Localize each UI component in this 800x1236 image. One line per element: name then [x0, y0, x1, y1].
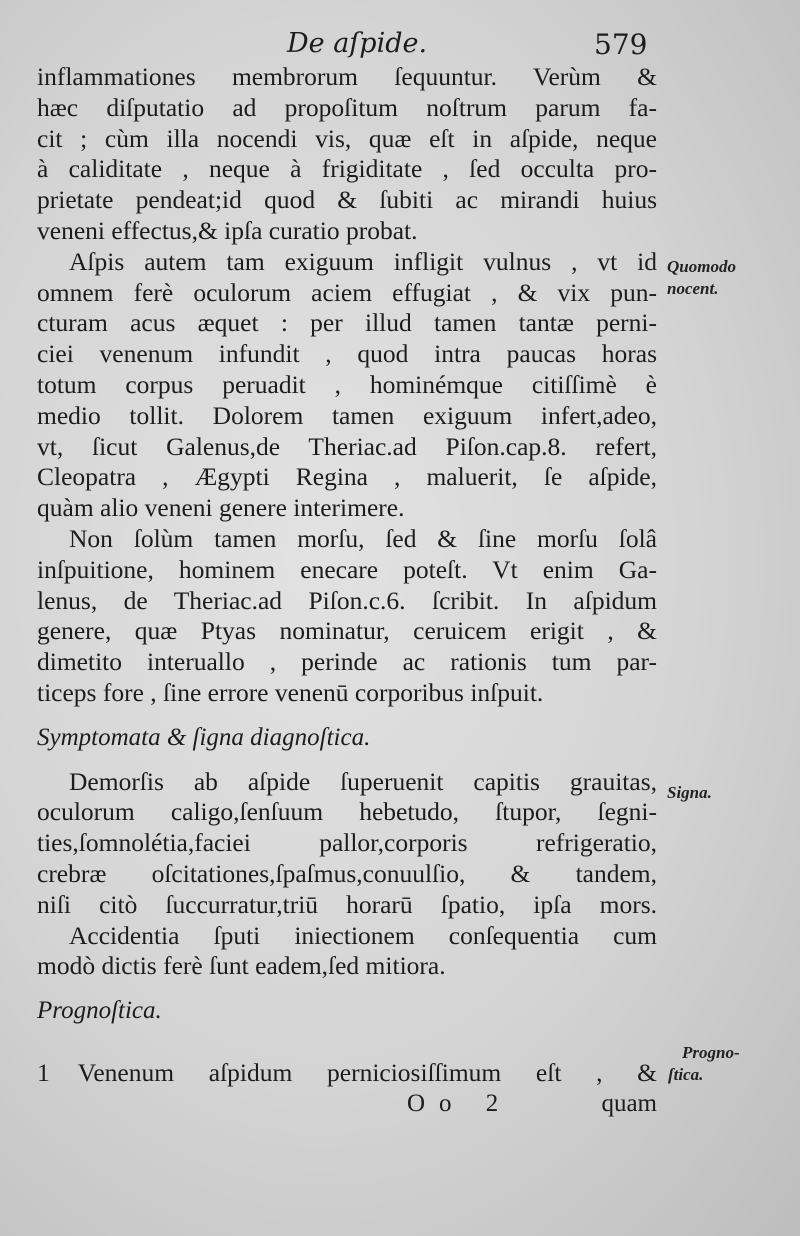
text-line: inſpuitione, hominem enecare poteſt. Vt enim Ga-	[37, 554, 657, 584]
text-line: prietate pendeat;id quod & ſubiti ac mirandi huius	[37, 185, 657, 215]
numbered-line	[37, 1058, 657, 1088]
text-line: Venenum aſpidum perniciosiſſimum eſt , &	[77, 1058, 657, 1087]
text-line: lenus, de Theriac.ad Piſon.c.6. ſcribit. In aſpidum	[37, 585, 657, 615]
text-line: dimetito interuallo , perinde ac rationis tum par-	[37, 647, 657, 677]
text-line: crebræ oſcitationes,ſpaſmus,conuulſio, & tandem,	[37, 858, 657, 888]
text-line: genere, quæ Ptyas nominatur, ceruicem erigit , &	[37, 616, 657, 646]
signature-mark: Oo 2	[407, 1090, 513, 1117]
margin-note-line: Progno-	[682, 1043, 740, 1062]
text-line: oculorum caligo,ſenſuum hebetudo, ſtupor, ſegni-	[37, 797, 657, 827]
text-line: cturam acus æquet : per illud tamen tantæ perni-	[37, 308, 657, 338]
text-line: veneni effectus,& ipſa curatio probat.	[37, 215, 418, 245]
text-line: ticeps fore , ſine errore venenū corporibus inſpuit.	[37, 677, 544, 707]
text-line: Accidentia ſputi iniectionem conſequentia cum	[69, 920, 657, 950]
margin-note-quomodo	[667, 256, 736, 300]
text-line: ciei venenum infundit , quod intra paucas horas	[37, 339, 657, 369]
paragraph-3	[37, 524, 657, 709]
margin-note-line: nocent.	[667, 279, 719, 298]
margin-note-prognostica	[668, 1042, 740, 1086]
text-line: vt, ſicut Galenus,de Theriac.ad Piſon.cap.8. refert,	[37, 431, 657, 461]
page-footer	[37, 1090, 657, 1122]
text-line: medio tollit. Dolorem tamen exiguum infert,adeo,	[37, 400, 657, 430]
text-line: omnem ferè oculorum aciem effugiat , & vix pun-	[37, 277, 657, 307]
margin-note-line: ſtica.	[668, 1065, 704, 1084]
margin-note-signa: Signa.	[667, 783, 712, 802]
body-text	[37, 62, 657, 1040]
paragraph-2	[37, 247, 657, 524]
text-line: quàm alio veneni genere interimere.	[37, 493, 405, 523]
paragraph-4	[37, 767, 657, 921]
text-line: à caliditate , neque à frigiditate , ſed occulta pro-	[37, 154, 657, 184]
running-title: De aſpide.	[287, 28, 428, 59]
text-line: totum corpus peruadit , hominémque citiſſimè è	[37, 369, 657, 399]
text-line: inflammationes membrorum ſequuntur. Verùm &	[37, 62, 657, 91]
margin-note-line: Quomodo	[667, 257, 736, 276]
text-line: Cleopatra , Ægypti Regina , maluerit, ſe aſpide,	[37, 462, 657, 492]
section-heading-prognostica: Prognoſtica.	[37, 997, 162, 1025]
text-line: Aſpis autem tam exiguum infligit vulnus , vt id	[69, 246, 657, 276]
catchword: quam	[601, 1090, 657, 1117]
item-number: 1	[37, 1058, 50, 1087]
section-heading-symptomata: Symptomata & ſigna diagnoſtica.	[37, 723, 371, 751]
text-line: ties,ſomnolétia,faciei pallor,corporis refrigeratio,	[37, 828, 657, 858]
page-number: 579	[594, 28, 648, 61]
text-line: Non ſolùm tamen morſu, ſed & ſine morſu ſolâ	[69, 523, 657, 553]
text-line: cit ; cùm illa nocendi vis, quæ eſt in aſpide, neque	[37, 123, 657, 153]
paragraph-1	[37, 62, 657, 247]
text-line: hæc diſputatio ad propoſitum noſtrum parum fa-	[37, 92, 657, 122]
paragraph-5	[37, 921, 657, 983]
text-line: niſi citò ſuccurratur,triū horarū ſpatio, ipſa mors.	[37, 889, 657, 919]
text-line: Demorſis ab aſpide ſuperuenit capitis grauitas,	[69, 766, 657, 796]
text-line: modò dictis ferè ſunt eadem,ſed mitiora.	[37, 951, 446, 981]
